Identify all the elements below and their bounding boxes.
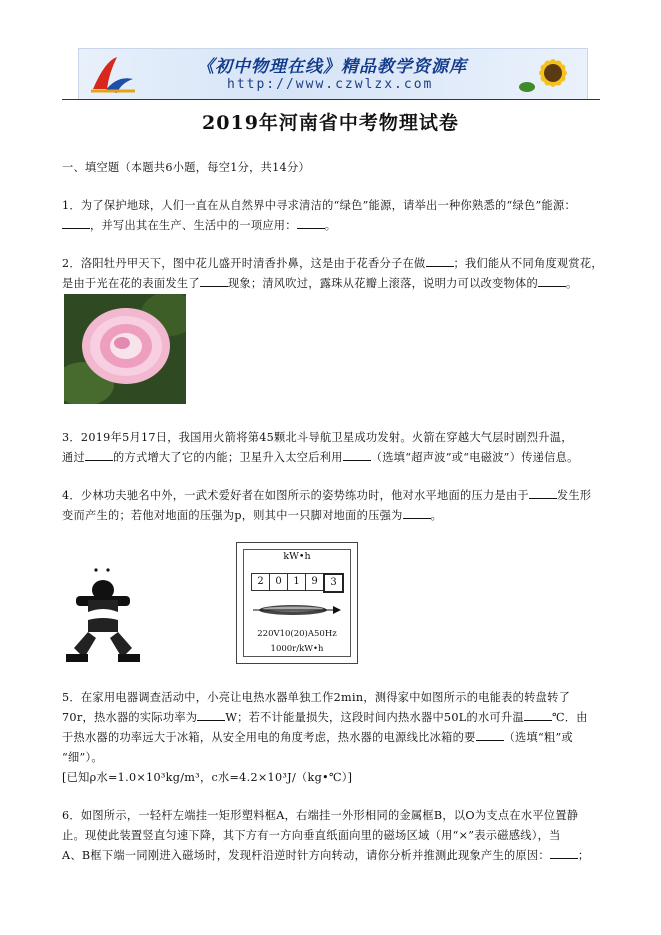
question-4-line-1: 4．少林功夫驰名中外，一武术爱好者在如图所示的姿势练功时，他对水平地面的压力是由于 发生形 [62, 486, 602, 506]
question-5-line-2: 70r，热水器的实际功率为 W；若不计能量损失，这段时间内热水器中50L的水可升温 ℃．由 [62, 708, 602, 728]
question-5-line-3: 于热水器的功率远大于冰箱，从安全用电的角度考虑，热水器的电源线比冰箱的要 （选填“粗”或 [62, 728, 602, 748]
question-5-line-4: “细”）。 [62, 751, 103, 764]
answer-blank [343, 448, 371, 461]
meter-digit: 2 [251, 573, 270, 591]
answer-blank [62, 216, 90, 229]
meter-spec: 220V10(20)A50Hz [257, 629, 337, 639]
header-banner [78, 48, 588, 100]
answer-blank [197, 708, 225, 721]
banner-url: http://www.czwlzx.com [227, 77, 434, 92]
question-2-line-2: 是由于光在花的表面发生了 现象；清风吹过，露珠从花瓣上滚落，说明力可以改变物体的 。 [62, 274, 602, 294]
answer-blank [297, 216, 325, 229]
electric-meter [236, 542, 358, 664]
meter-digit: 0 [269, 573, 288, 591]
question-1-line-1: 1．为了保护地球，人们一直在从自然界中寻求清洁的“绿色”能源，请举出一种你熟悉的“绿色”能源： [62, 199, 576, 212]
answer-blank [476, 728, 504, 741]
question-2-line-1: 2．洛阳牡丹甲天下，图中花儿盛开时清香扑鼻，这是由于花香分子在做 ；我们能从不同角度观赏花， [62, 254, 602, 274]
peony-photo [64, 294, 186, 404]
question-6-line-2: 止。现使此装置竖直匀速下降，其下方有一方向垂直纸面向里的磁场区域（用“×”表示磁感线），当 [62, 829, 561, 842]
answer-blank [403, 506, 431, 519]
answer-blank [524, 708, 552, 721]
answer-blank [529, 486, 557, 499]
question-6-line-1: 6．如图所示，一轻杆左端挂一矩形塑料框A，右端挂一外形相同的金属框B，以O为支点在水平位置静 [62, 809, 579, 822]
question-4-line-2: 变而产生的；若他对地面的压强为p，则其中一只脚对地面的压强为 。 [62, 506, 602, 526]
sunflower-icon [519, 48, 581, 100]
meter-rate: 1000r/kW•h [270, 644, 324, 654]
page-title: 2019年河南省中考物理试卷 [202, 112, 459, 134]
section-heading: 一、填空题（本题共6小题，每空1分，共14分） [62, 161, 310, 174]
answer-blank [85, 448, 113, 461]
question-5-line-1: 5．在家用电器调查活动中，小亮让电热水器单独工作2min，测得家中如图所示的电能表的转盘转了 [62, 691, 571, 704]
answer-blank [538, 274, 566, 287]
meter-digit: 9 [305, 573, 324, 591]
question-1-line-2: ，并写出其在生产、生活中的一项应用： 。 [62, 216, 602, 236]
meter-digits [251, 573, 343, 593]
question-6-line-3: A、B框下端一同刚进入磁场时，发现杆沿逆时针方向转动，请你分析并推测此现象产生的原因： ； [62, 846, 602, 866]
kung-fu-figure [66, 566, 140, 666]
meter-digit: 1 [287, 573, 306, 591]
meter-digit: 3 [323, 573, 344, 593]
question-3-line-2: 通过 的方式增大了它的内能；卫星升入太空后利用 （选填“超声波”或“电磁波”）传递信息。 [62, 448, 602, 468]
question-3-line-1: 3．2019年5月17日，我国用火箭将第45颗北斗导航卫星成功发射。火箭在穿越大气层时剧烈升温， [62, 431, 573, 444]
header-rule [62, 99, 600, 100]
answer-blank [426, 254, 454, 267]
answer-blank [550, 846, 578, 859]
answer-blank [200, 274, 228, 287]
logo-icon [87, 53, 139, 95]
meter-disc-icon [249, 599, 345, 621]
question-5-given: [已知ρ水=1.0×10³kg/m³，c水=4.2×10³J/（kg•℃）] [62, 771, 353, 784]
meter-unit: kW•h [283, 551, 311, 562]
banner-title: 《初中物理在线》精品教学资源库 [197, 57, 467, 77]
